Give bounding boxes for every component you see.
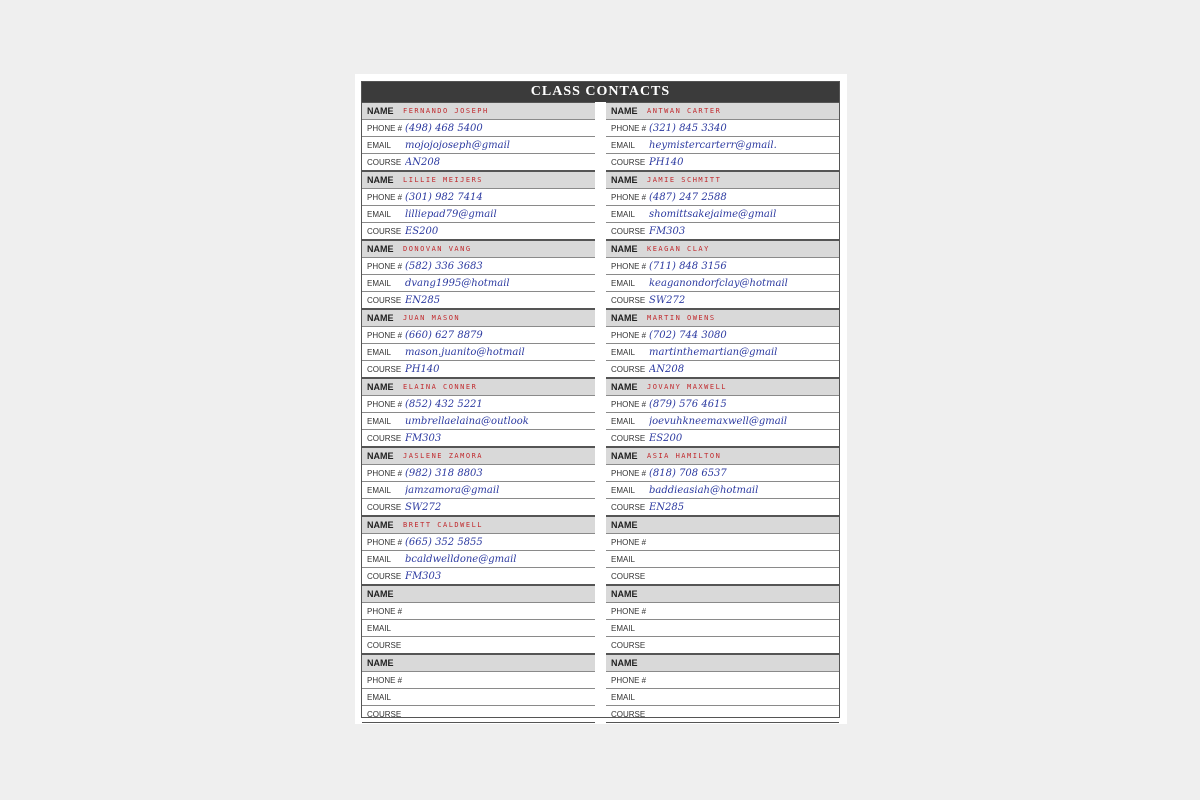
contact-card xyxy=(606,378,839,447)
contact-column-left xyxy=(362,102,595,723)
contact-phone-row xyxy=(362,533,595,550)
contact-card xyxy=(606,171,839,240)
contact-course-value: ES200 xyxy=(405,225,439,237)
contact-email-row xyxy=(362,619,595,636)
contact-phone-value: (665) 352 5855 xyxy=(405,536,483,548)
contact-email-row xyxy=(606,481,839,498)
contact-card xyxy=(362,654,595,723)
contact-name-row xyxy=(362,171,595,188)
contact-course-label: COURSE xyxy=(367,640,402,650)
contact-email-row xyxy=(362,136,595,153)
contact-course-value: ES200 xyxy=(649,432,683,444)
contact-course-row xyxy=(606,705,839,722)
contact-card xyxy=(606,447,839,516)
contact-name-value: ELAINA CONNER xyxy=(403,383,478,391)
contact-email-label: EMAIL xyxy=(367,140,392,150)
contact-email-row xyxy=(362,205,595,222)
contact-name-row xyxy=(606,171,839,188)
contact-email-label: EMAIL xyxy=(367,485,392,495)
contact-name-value: JOVANY MAXWELL xyxy=(647,383,728,391)
contact-phone-label: PHONE # xyxy=(611,537,647,547)
contact-email-label: EMAIL xyxy=(611,140,636,150)
contact-email-label: EMAIL xyxy=(611,623,636,633)
contact-email-label: EMAIL xyxy=(367,416,392,426)
contact-phone-value: (301) 982 7414 xyxy=(405,191,483,203)
contact-card xyxy=(606,585,839,654)
contact-course-row xyxy=(606,291,839,308)
contact-phone-value: (321) 845 3340 xyxy=(649,122,727,134)
contact-course-row xyxy=(606,222,839,239)
contact-name-row xyxy=(606,378,839,395)
contact-phone-row xyxy=(606,188,839,205)
contact-phone-value: (582) 336 3683 xyxy=(405,260,483,272)
contact-email-label: EMAIL xyxy=(611,692,636,702)
contact-phone-label: PHONE # xyxy=(367,537,403,547)
contact-name-value: ANTWAN CARTER xyxy=(647,107,722,115)
contact-course-label: COURSE xyxy=(367,571,402,581)
contact-name-row xyxy=(362,309,595,326)
contact-email-label: EMAIL xyxy=(611,278,636,288)
contact-phone-label: PHONE # xyxy=(367,123,403,133)
contact-name-row xyxy=(362,516,595,533)
contact-name-label: NAME xyxy=(367,451,394,461)
contact-course-label: COURSE xyxy=(611,295,646,305)
contact-name-label: NAME xyxy=(367,589,394,599)
contact-name-label: NAME xyxy=(611,244,638,254)
contact-email-label: EMAIL xyxy=(367,278,392,288)
sheet-title: CLASS CONTACTS xyxy=(362,82,839,102)
contact-course-label: COURSE xyxy=(611,364,646,374)
contact-phone-row xyxy=(606,602,839,619)
contact-email-value: lilliepad79@gmail xyxy=(405,208,497,220)
contact-name-row xyxy=(362,585,595,602)
contact-phone-row xyxy=(362,671,595,688)
contact-email-value: keaganondorfclay@hotmail xyxy=(649,277,788,289)
contact-name-row xyxy=(606,309,839,326)
contact-email-value: bcaldwelldone@gmail xyxy=(405,553,517,565)
contact-phone-label: PHONE # xyxy=(611,192,647,202)
contact-name-value: KEAGAN CLAY xyxy=(647,245,710,253)
contact-course-value: PH140 xyxy=(649,156,684,168)
contact-email-row xyxy=(362,688,595,705)
contact-phone-value: (818) 708 6537 xyxy=(649,467,727,479)
contact-email-row xyxy=(606,688,839,705)
contact-phone-row xyxy=(362,188,595,205)
contact-name-label: NAME xyxy=(367,106,394,116)
contact-phone-value: (702) 744 3080 xyxy=(649,329,727,341)
contact-card xyxy=(606,516,839,585)
contact-name-label: NAME xyxy=(611,658,638,668)
contact-phone-row xyxy=(606,257,839,274)
contact-course-row xyxy=(606,636,839,653)
contact-course-row xyxy=(362,153,595,170)
contact-course-row xyxy=(362,705,595,722)
contact-phone-label: PHONE # xyxy=(367,399,403,409)
contact-name-label: NAME xyxy=(611,451,638,461)
contact-course-label: COURSE xyxy=(367,502,402,512)
contact-name-label: NAME xyxy=(611,589,638,599)
contact-name-value: MARTIN OWENS xyxy=(647,314,716,322)
contact-phone-label: PHONE # xyxy=(367,606,403,616)
contact-name-label: NAME xyxy=(611,382,638,392)
contact-phone-value: (660) 627 8879 xyxy=(405,329,483,341)
contact-course-row xyxy=(362,291,595,308)
contact-phone-label: PHONE # xyxy=(367,675,403,685)
contact-course-label: COURSE xyxy=(367,226,402,236)
contact-email-row xyxy=(606,205,839,222)
contact-phone-label: PHONE # xyxy=(611,606,647,616)
contact-course-row xyxy=(606,360,839,377)
contact-email-label: EMAIL xyxy=(611,554,636,564)
contact-name-value: LILLIE MEIJERS xyxy=(403,176,484,184)
contact-course-row xyxy=(606,429,839,446)
contact-name-row xyxy=(606,585,839,602)
contact-email-row xyxy=(362,274,595,291)
contact-email-row xyxy=(362,481,595,498)
contact-name-value: BRETT CALDWELL xyxy=(403,521,484,529)
contact-email-label: EMAIL xyxy=(367,554,392,564)
contact-name-label: NAME xyxy=(611,106,638,116)
contact-phone-row xyxy=(606,464,839,481)
contact-name-value: FERNANDO JOSEPH xyxy=(403,107,489,115)
contact-card xyxy=(362,309,595,378)
contact-course-value: FM303 xyxy=(649,225,686,237)
contact-course-value: SW272 xyxy=(649,294,686,306)
contact-phone-row xyxy=(606,119,839,136)
contact-name-value: DONOVAN VANG xyxy=(403,245,472,253)
contact-phone-label: PHONE # xyxy=(367,330,403,340)
contact-email-row xyxy=(606,343,839,360)
contact-course-value: FM303 xyxy=(405,570,442,582)
contact-card xyxy=(606,309,839,378)
contact-card xyxy=(362,240,595,309)
contact-name-row xyxy=(606,102,839,119)
contact-phone-label: PHONE # xyxy=(367,261,403,271)
contact-course-value: AN208 xyxy=(649,363,685,375)
contact-email-row xyxy=(606,274,839,291)
contact-course-row xyxy=(362,429,595,446)
contact-phone-label: PHONE # xyxy=(611,123,647,133)
contact-name-label: NAME xyxy=(367,313,394,323)
contact-name-row xyxy=(362,447,595,464)
contact-phone-label: PHONE # xyxy=(611,675,647,685)
contact-email-label: EMAIL xyxy=(367,347,392,357)
contact-email-label: EMAIL xyxy=(367,692,392,702)
contact-phone-row xyxy=(362,602,595,619)
contact-course-row xyxy=(362,498,595,515)
contact-phone-row xyxy=(606,671,839,688)
contact-phone-label: PHONE # xyxy=(611,399,647,409)
contact-course-row xyxy=(362,360,595,377)
contact-phone-row xyxy=(362,257,595,274)
contact-email-value: dvang1995@hotmail xyxy=(405,277,510,289)
contact-phone-row xyxy=(606,533,839,550)
contact-phone-label: PHONE # xyxy=(367,192,403,202)
contact-phone-value: (879) 576 4615 xyxy=(649,398,727,410)
contact-email-label: EMAIL xyxy=(367,623,392,633)
contact-phone-value: (852) 432 5221 xyxy=(405,398,483,410)
contact-column-right xyxy=(606,102,839,723)
contact-phone-row xyxy=(362,119,595,136)
contact-card xyxy=(606,654,839,723)
contact-course-label: COURSE xyxy=(611,433,646,443)
contact-email-value: martinthemartian@gmail xyxy=(649,346,778,358)
contact-email-label: EMAIL xyxy=(367,209,392,219)
contact-name-label: NAME xyxy=(611,313,638,323)
contact-email-value: mojojojoseph@gmail xyxy=(405,139,510,151)
contact-email-row xyxy=(606,412,839,429)
contact-phone-value: (982) 318 8803 xyxy=(405,467,483,479)
contact-course-label: COURSE xyxy=(367,709,402,719)
contact-name-row xyxy=(362,240,595,257)
contact-course-label: COURSE xyxy=(367,295,402,305)
contact-course-value: SW272 xyxy=(405,501,442,513)
contact-course-label: COURSE xyxy=(611,226,646,236)
contact-name-row xyxy=(606,240,839,257)
contact-email-value: joevuhkneemaxwell@gmail xyxy=(649,415,788,427)
contact-phone-label: PHONE # xyxy=(611,261,647,271)
contact-name-row xyxy=(362,102,595,119)
contact-name-row xyxy=(362,378,595,395)
contact-email-label: EMAIL xyxy=(611,209,636,219)
contact-email-value: umbrellaelaina@outlook xyxy=(405,415,529,427)
contact-course-row xyxy=(362,636,595,653)
contact-name-value: JUAN MASON xyxy=(403,314,461,322)
contact-name-row xyxy=(606,516,839,533)
contact-phone-label: PHONE # xyxy=(367,468,403,478)
contact-name-label: NAME xyxy=(367,520,394,530)
contact-name-row xyxy=(606,447,839,464)
contact-course-label: COURSE xyxy=(611,709,646,719)
contact-course-row xyxy=(606,498,839,515)
contact-name-label: NAME xyxy=(611,175,638,185)
contact-name-label: NAME xyxy=(367,244,394,254)
contact-email-row xyxy=(606,550,839,567)
contact-email-row xyxy=(606,136,839,153)
contact-phone-row xyxy=(362,464,595,481)
contact-phone-value: (711) 848 3156 xyxy=(649,260,727,272)
contact-course-value: FM303 xyxy=(405,432,442,444)
contact-course-label: COURSE xyxy=(611,502,646,512)
contact-name-value: ASIA HAMILTON xyxy=(647,452,722,460)
contact-phone-label: PHONE # xyxy=(611,468,647,478)
contact-phone-row xyxy=(606,326,839,343)
contact-email-row xyxy=(362,343,595,360)
contact-course-row xyxy=(606,567,839,584)
contact-course-label: COURSE xyxy=(367,433,402,443)
contact-card xyxy=(606,102,839,171)
contact-course-label: COURSE xyxy=(367,157,402,167)
contact-phone-row xyxy=(362,326,595,343)
contact-course-value: EN285 xyxy=(405,294,441,306)
contact-phone-row xyxy=(606,395,839,412)
contact-course-row xyxy=(606,153,839,170)
contact-card xyxy=(362,516,595,585)
contact-course-value: PH140 xyxy=(405,363,440,375)
contact-name-label: NAME xyxy=(611,520,638,530)
contact-email-row xyxy=(362,412,595,429)
contact-name-row xyxy=(362,654,595,671)
contact-card xyxy=(362,447,595,516)
contact-phone-label: PHONE # xyxy=(611,330,647,340)
contact-sheet-page xyxy=(355,74,847,724)
contact-email-label: EMAIL xyxy=(611,347,636,357)
contact-email-value: baddieasiah@hotmail xyxy=(649,484,759,496)
contact-email-label: EMAIL xyxy=(611,416,636,426)
contact-email-value: jamzamora@gmail xyxy=(405,484,500,496)
contact-columns xyxy=(362,102,839,723)
contact-course-label: COURSE xyxy=(611,640,646,650)
contact-email-row xyxy=(606,619,839,636)
contact-course-row xyxy=(362,567,595,584)
contact-sheet xyxy=(361,81,840,718)
contact-course-value: AN208 xyxy=(405,156,441,168)
contact-course-row xyxy=(362,222,595,239)
contact-name-label: NAME xyxy=(367,175,394,185)
contact-card xyxy=(362,102,595,171)
contact-name-label: NAME xyxy=(367,382,394,392)
contact-email-value: shomittsakejaime@gmail xyxy=(649,208,777,220)
contact-phone-row xyxy=(362,395,595,412)
contact-email-row xyxy=(362,550,595,567)
contact-course-label: COURSE xyxy=(611,571,646,581)
contact-name-value: JAMIE SCHMITT xyxy=(647,176,722,184)
contact-card xyxy=(362,378,595,447)
contact-card xyxy=(606,240,839,309)
contact-card xyxy=(362,171,595,240)
contact-course-label: COURSE xyxy=(611,157,646,167)
contact-name-row xyxy=(606,654,839,671)
contact-name-value: JASLENE ZAMORA xyxy=(403,452,484,460)
contact-email-value: mason.juanito@hotmail xyxy=(405,346,525,358)
contact-phone-value: (487) 247 2588 xyxy=(649,191,727,203)
contact-course-value: EN285 xyxy=(649,501,685,513)
contact-email-value: heymistercarterr@gmail. xyxy=(649,139,777,151)
contact-name-label: NAME xyxy=(367,658,394,668)
contact-card xyxy=(362,585,595,654)
contact-course-label: COURSE xyxy=(367,364,402,374)
contact-phone-value: (498) 468 5400 xyxy=(405,122,483,134)
contact-email-label: EMAIL xyxy=(611,485,636,495)
